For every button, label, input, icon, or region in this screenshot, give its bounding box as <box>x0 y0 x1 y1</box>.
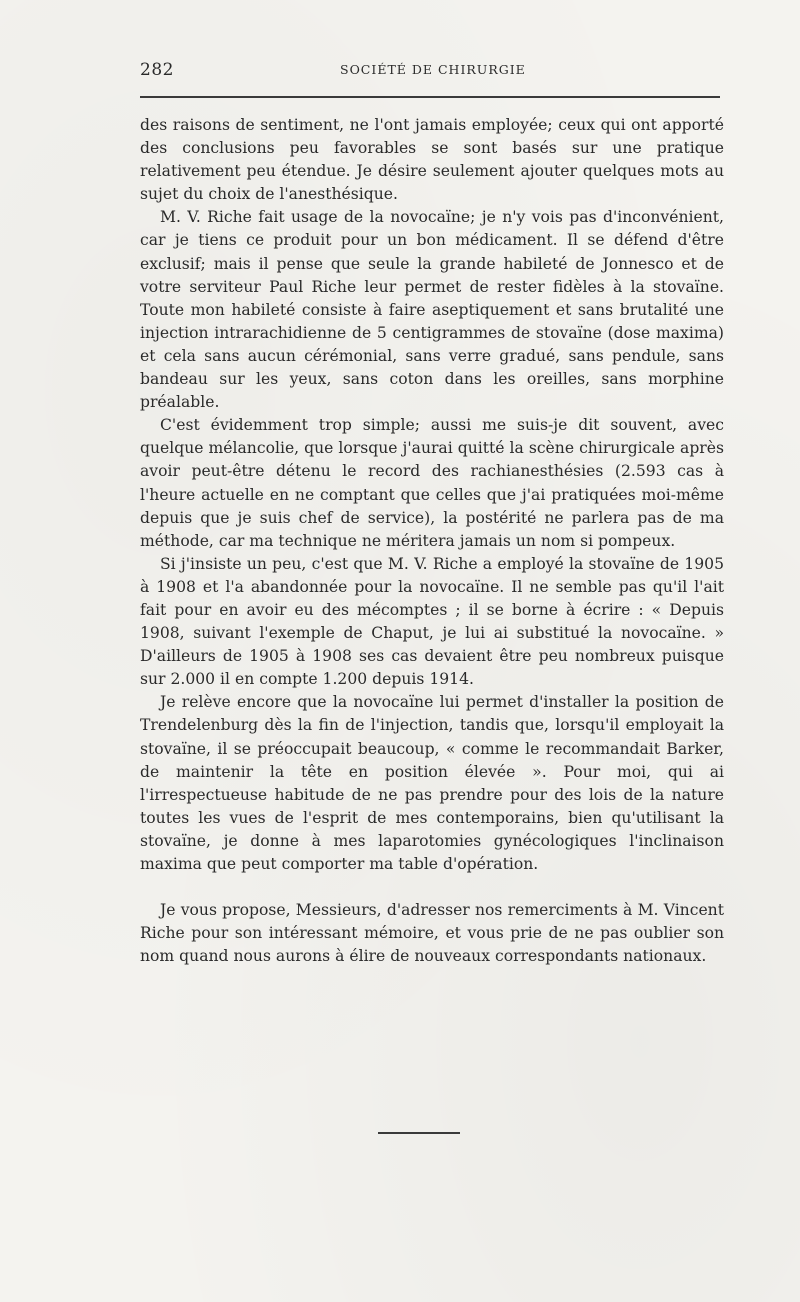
paragraph-stovaine-history: Si j'insiste un peu, c'est que M. V. Riche a employé la stovaïne de 1905 à 1908 et l'a abandonnée pour la novocaïne. Il ne semble pas qu'il l'ait fait pour en avoir eu des mécomptes ; il se borne à écrire : « Depuis 1908, suivant l'exemple de Chaput, je lui ai substitué la novocaïne. » D'ailleurs de 1905 à 1908 ses cas devaient être peu nombreux puisque sur 2.000 il en compte 1.200 depuis 1914. <box>140 554 724 689</box>
paragraph-simplicity: C'est évidemment trop simple; aussi me suis-je dit souvent, avec quelque mélancolie, que lorsque j'aurai quitté la scène chirurgicale après avoir peut-être détenu le record des rachianesthésies (2.593 cas à l'heure actuelle en ne comptant que celles que j'ai pratiquées moi-même depuis que je suis chef de service), la postérité ne parlera pas de ma méthode, car ma technique ne méritera jamais un nom si pompeux. <box>140 416 724 550</box>
paragraph-conclusion: Je vous propose, Messieurs, d'adresser nos remerciments à M. Vincent Riche pour son intéressant mémoire, et vous prie de ne pas oublier son nom quand nous aurons à élire de nouveaux correspondants nationaux. <box>140 901 724 966</box>
end-rule <box>378 1132 460 1134</box>
header-rule <box>140 96 720 98</box>
paragraph-trendelenburg: Je relève encore que la novocaïne lui permet d'installer la position de Trendelenburg dès la fin de l'injection, tandis que, lorsqu'il employait la stovaïne, il se préoccupait beaucoup, « comme le recommandait Barker, de maintenir la tête en position élevée ». Pour moi, qui ai l'irrespectueuse habitude de ne pas prendre pour des lois de la nature toutes les vues de l'esprit de mes contemporains, bien qu'utilisant la stovaïne, je donne à mes laparotomies gynécologiques l'inclinaison maxima que peut comporter ma table d'opération. <box>140 693 724 873</box>
running-title: SOCIÉTÉ DE CHIRURGIE <box>340 62 526 77</box>
body-text <box>140 114 724 968</box>
paragraph-novocaine: M. V. Riche fait usage de la novocaïne; je n'y vois pas d'inconvénient, car je tiens ce produit pour un bon médicament. Il se défend d'être exclusif; mais il pense que seule la grande habileté de Jonnesco et de votre serviteur Paul Riche leur permet de rester fidèles à la stovaïne. Toute mon habileté consiste à faire aseptiquement et sans brutalité une injection intrarachidienne de 5 centigrammes de stovaïne (dose maxima) et cela sans aucun cérémonial, sans verre gradué, sans pendule, sans bandeau sur les yeux, sans coton dans les oreilles, sans morphine préalable. <box>140 208 724 412</box>
paragraph-continuation: des raisons de sentiment, ne l'ont jamais employée; ceux qui ont apporté des conclusions peu favorables se sont basés sur une pratique relativement peu étendue. Je désire seulement ajouter quelques mots au sujet du choix de l'anesthésique. <box>140 116 724 204</box>
page-number: 282 <box>140 60 174 80</box>
page-header <box>140 58 720 86</box>
